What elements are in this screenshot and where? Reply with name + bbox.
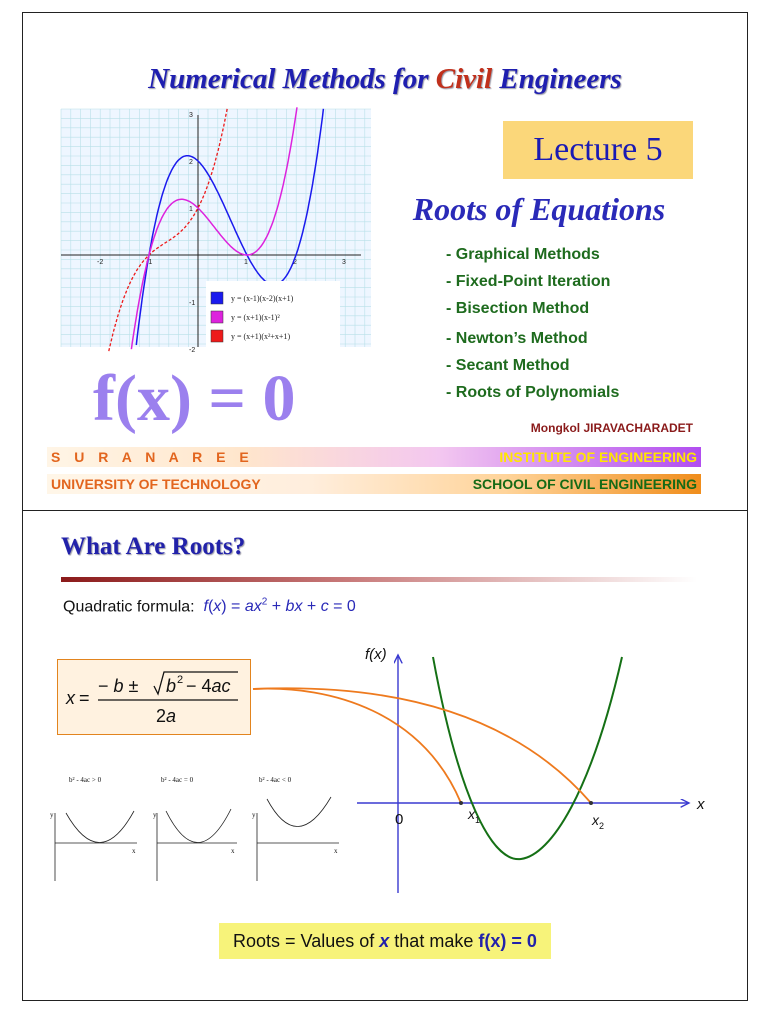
title-divider bbox=[61, 577, 697, 582]
svg-text:2a: 2a bbox=[156, 706, 177, 726]
slide-title: What Are Roots? bbox=[61, 533, 246, 560]
course-title bbox=[23, 63, 747, 96]
small-x-label: x bbox=[334, 847, 338, 855]
legend-swatch bbox=[211, 311, 223, 323]
topic-item: - Graphical Methods bbox=[446, 246, 600, 263]
lecture-subtitle: Roots of Equations bbox=[412, 191, 666, 227]
university-banner-bottom bbox=[47, 474, 701, 494]
disc-caption-zero: b² - 4ac = 0 bbox=[161, 776, 194, 784]
topic-item: - Secant Method bbox=[446, 357, 570, 374]
course-title-prefix: Numerical Methods for bbox=[148, 63, 436, 95]
y-tick-label: -2 bbox=[189, 347, 196, 354]
x-tick-label: 3 bbox=[342, 259, 346, 266]
svg-text:x: x bbox=[66, 688, 75, 708]
callout-fx: f(x) = 0 bbox=[478, 930, 537, 951]
university-banner-top bbox=[47, 447, 701, 467]
axis-x-label: x bbox=[697, 796, 705, 813]
root1-label: x1 $x_1$ bbox=[468, 806, 481, 825]
polynomial-graph bbox=[61, 109, 371, 354]
course-title-suffix: Engineers bbox=[492, 63, 622, 95]
x-tick-label: -1 bbox=[146, 259, 153, 266]
quadratic-equation: $f(x) = ax^2$ + bx + c = 0 bbox=[203, 597, 356, 616]
slide-lecture-cover bbox=[22, 12, 748, 511]
svg-text:2: 2 bbox=[177, 674, 184, 686]
disc-caption-negative: b² - 4ac < 0 bbox=[259, 776, 292, 784]
banner-suranaree: S U R A N A R E E bbox=[51, 449, 254, 465]
x-tick-label: -2 bbox=[97, 259, 104, 266]
svg-text:b: b bbox=[166, 676, 177, 696]
disc-caption-positive: b² - 4ac > 0 bbox=[69, 776, 102, 784]
svg-text:=: = bbox=[79, 688, 90, 708]
topic-item: - Fixed-Point Iteration bbox=[446, 273, 611, 290]
quadratic-formula-line bbox=[63, 597, 356, 616]
legend-label: y = (x+1)(x-1)² bbox=[231, 313, 280, 322]
small-x-label: x bbox=[132, 847, 136, 855]
quadratic-formula-graphic bbox=[58, 660, 250, 734]
callout-x: x bbox=[379, 930, 390, 951]
author-name: Mongkol JIRAVACHARADET bbox=[530, 421, 693, 435]
slide-what-are-roots bbox=[22, 510, 748, 1001]
small-x-label: x bbox=[231, 847, 235, 855]
legend-swatch bbox=[211, 292, 223, 304]
legend-swatch bbox=[211, 330, 223, 342]
quadratic-label: Quadratic formula: bbox=[63, 598, 195, 616]
topic-item: - Newton’s Method bbox=[446, 330, 588, 347]
fx-equals-zero: f(x) = 0 bbox=[93, 362, 296, 435]
x-tick-label: 2 bbox=[293, 259, 297, 266]
svg-text:− 4ac: − 4ac bbox=[186, 676, 231, 696]
y-tick-label: 3 bbox=[189, 112, 193, 119]
topic-item: - Roots of Polynomials bbox=[446, 384, 620, 401]
topic-list bbox=[446, 241, 619, 406]
banner-institute: INSTITUTE OF ENGINEERING bbox=[499, 449, 697, 465]
lecture-number-box: Lecture 5 bbox=[503, 121, 693, 179]
origin-label: 0 bbox=[395, 811, 404, 828]
topic-item: - Bisection Method bbox=[446, 300, 590, 317]
small-y-label: y bbox=[50, 811, 54, 819]
y-tick-label: 2 bbox=[189, 159, 193, 166]
main-parabola bbox=[433, 657, 622, 859]
legend-label: y = (x+1)(x²+x+1) bbox=[231, 332, 291, 341]
y-tick-label: -1 bbox=[189, 300, 196, 307]
roots-definition-callout bbox=[219, 923, 551, 959]
parabola-two-roots bbox=[66, 811, 134, 843]
roots-parabola-graph bbox=[253, 643, 723, 913]
svg-text:− b ±: − b ± bbox=[98, 676, 139, 696]
banner-university: UNIVERSITY OF TECHNOLOGY bbox=[51, 476, 261, 492]
course-title-civil: Civil bbox=[435, 63, 493, 95]
parabola-one-root bbox=[166, 809, 231, 843]
callout-text: Roots = Values of bbox=[233, 930, 375, 951]
legend-label: y = (x-1)(x-2)(x+1) bbox=[231, 294, 294, 303]
quadratic-formula-box bbox=[57, 659, 251, 735]
y-tick-label: 1 bbox=[189, 206, 193, 213]
small-y-label: y bbox=[252, 811, 256, 819]
small-y-label: y bbox=[153, 811, 157, 819]
callout-text: that make bbox=[394, 930, 474, 951]
axis-fx-label: f(x) bbox=[365, 646, 387, 663]
banner-school: SCHOOL OF CIVIL ENGINEERING bbox=[472, 476, 697, 492]
x-tick-label: 1 bbox=[244, 259, 248, 266]
root2-label: x2 $x_2$ bbox=[592, 812, 605, 831]
